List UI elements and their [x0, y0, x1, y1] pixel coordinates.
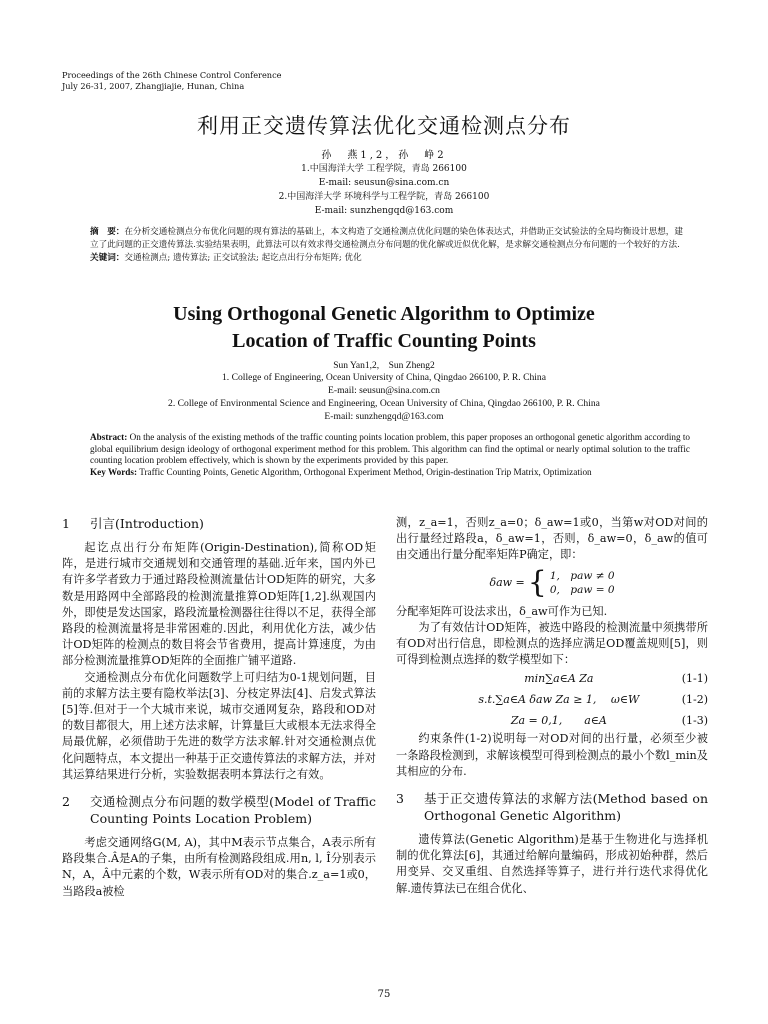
section-2-heading: [62, 793, 376, 827]
equation-1-2-expr: s.t.∑a∈A δaw Za ≥ 1, ω∈W: [478, 692, 640, 706]
english-title: [62, 301, 706, 355]
section-3-number: 3: [396, 791, 404, 807]
chinese-abstract-text: 在分析交通检测点分布优化问题的现有算法的基础上，本文构造了交通检测点优化问题的染色体表达式，并借助正交试验法的全局均衡设计思想，建立了此问题的正交遗传算法.实验结果表明，此算法可以有效求得交通检测点分布问题的优化解或近似优化解，是求解交通检测点分布问题的一个较好的方法.: [90, 227, 683, 250]
proceedings-line-2: July 26-31, 2007, Zhangjiajie, Hunan, China: [62, 81, 245, 91]
chinese-abstract-label: 摘 要：: [90, 227, 125, 237]
english-title-line-2: Location of Traffic Counting Points: [232, 330, 536, 352]
english-email-2: E-mail: sunzhengqd@163.com: [324, 411, 444, 422]
section-3-paragraph-1: 遗传算法(Genetic Algorithm)是基于生物进化与选择机制的优化算法[6]，其通过给解向量编码，形成初始种群，然后用变异、交叉重组、自然选择等算子，进行并行迭代求得优化解.遗传算法已在组合优化、: [396, 833, 708, 895]
english-keywords-label: Key Words:: [90, 466, 138, 477]
right-paragraph-3: 为了有效估计OD矩阵，被选中路段的检测流量中须携带所有OD对出行信息，即检测点的选择应满足OD覆盖规则[5]，则可得到检测点选择的数学模型如下：: [396, 620, 708, 667]
page-number: 75: [377, 989, 391, 1000]
section-1-heading: [62, 515, 376, 532]
english-abstract: [90, 432, 690, 478]
equation-1-1: [396, 668, 708, 689]
equation-1-3-tag: (1-3): [681, 713, 708, 727]
english-keywords-text: Traffic Counting Points, Genetic Algorithm, Orthogonal Experiment Method, Origin-destination Trip Matrix, Optimization: [139, 466, 592, 477]
equation-1-3-expr: Za = 0,1, a∈A: [510, 713, 607, 727]
english-abstract-text: On the analysis of the existing methods of the traffic counting points location problem, this paper proposes an orthogonal genetic algorithm according to global equilibrium design ideology of orthogonal experiment method for this problem. This algorithm can find the optimal or nearly optimal solution to the traffic counting location problem effectively, which is shown by the experiments provided by this paper.: [90, 432, 690, 465]
delta-case-1: 1, paw ≠ 0: [549, 569, 615, 582]
section-1-title: 引言(Introduction): [90, 516, 204, 531]
english-affiliation-1: 1. College of Engineering, Ocean University of China, Qingdao 266100, P. R. China: [221, 372, 546, 383]
section-2-number: 2: [62, 794, 70, 810]
right-paragraph-1: 测，z_a=1，否则z_a=0；δ_aw=1或0，当第w对OD对间的出行量经过路段a，δ_aw=1，否则，δ_aw=0，δ_aw的值可由交通出行量分配率矩阵P确定，即：: [396, 516, 708, 562]
delta-case-2: 0, paw = 0: [549, 583, 615, 596]
chinese-affiliation-1: 1.中国海洋大学 工程学院，青岛 266100: [301, 164, 467, 174]
english-abstract-label: Abstract:: [90, 432, 128, 442]
delta-lhs: δaw =: [489, 575, 525, 589]
chinese-keywords-label: 关键词：: [90, 253, 125, 263]
section-1-paragraph-1: 起讫点出行分布矩阵(Origin-Destination),简称OD矩阵，是进行城市交通规划和交通管理的基础.近年来，国内外已有许多学者致力于通过路段检测流量估计OD矩阵的研究，大多数是用路网中全部路段的检测流量推算OD矩阵[1,2].纵观国内外，即使是发达国家，路段流量检测器往往得以不足，获得全部路段的检测流量将是非常困难的.因此，利用优化方法，减少估计OD矩阵的检测点的数目将会节省费用，提高计算速度，为由部分检测流量推算OD矩阵的全面推广铺平道路.: [62, 541, 376, 668]
section-1-paragraph-2: 交通检测点分布优化问题数学上可归结为0-1规划问题，目前的求解方法主要有隐枚举法[3]、分枝定界法[4]、启发式算法[5]等.但对于一个大城市来说，城市交通网复杂，路段和OD对的数目都很大，用上述方法求解，计算量巨大或根本无法求得全局最优解，必须借助于先进的数学方法求解.针对交通检测点优化问题特点，本文提出一种基于正交遗传算法的求解方法，并对其运算结果进行分析，实验数据表明本算法行之有效。: [62, 670, 376, 781]
proceedings-header: [62, 70, 282, 92]
equation-1-2: [396, 689, 708, 710]
left-brace-symbol: {: [527, 564, 547, 600]
english-affiliation-2: 2. College of Environmental Science and Engineering, Ocean University of China, Qingdao 266100, P. R. China: [168, 398, 600, 409]
english-authors: Sun Yan1,2, Sun Zheng2: [333, 361, 435, 371]
section-2-paragraph-1: 考虑交通网络G(M, A)，其中M表示节点集合，A表示所有路段集合.Â是A的子集，由所有检测路段组成.用n, l, Î分别表示N，A，Â中元素的个数，W表示所有OD对的集合.z_a=1或0，当路段a被检: [62, 836, 376, 898]
chinese-authors: 孙 燕1,2，孙 峥2: [321, 150, 447, 161]
equation-1-1-expr: min∑a∈A Za: [524, 671, 594, 685]
equation-1-1-tag: (1-1): [681, 671, 708, 685]
section-2-title: 交通检测点分布问题的数学模型(Model of Traffic Counting Points Location Problem): [90, 794, 376, 827]
english-email-1: E-mail: seusun@sina.com.cn: [328, 385, 440, 396]
english-title-line-1: Using Orthogonal Genetic Algorithm to Optimize: [173, 303, 595, 325]
chinese-email-1: E-mail: seusun@sina.com.cn: [318, 178, 450, 188]
proceedings-line-1: Proceedings of the 26th Chinese Control Conference: [62, 70, 282, 80]
delta-cases: [550, 569, 615, 597]
delta-definition-equation: [396, 564, 708, 600]
section-3-title: 基于正交遗传算法的求解方法(Method based on Orthogonal Genetic Algorithm): [424, 791, 708, 824]
chinese-email-2: E-mail: sunzhengqd@163.com: [314, 206, 454, 216]
chinese-affiliation-2: 2.中国海洋大学 环境科学与工程学院，青岛 266100: [278, 192, 490, 202]
section-1-number: 1: [62, 516, 70, 531]
chinese-title: 利用正交遗传算法优化交通检测点分布: [197, 114, 571, 138]
left-column: [62, 515, 376, 900]
equation-1-2-tag: (1-2): [681, 692, 708, 706]
chinese-abstract: [90, 226, 690, 265]
right-paragraph-4: 约束条件(1-2)说明每一对OD对间的出行量，必须至少被一条路段检测到，求解该模型可得到检测点的最小个数l_min及其相应的分布.: [396, 732, 708, 778]
right-column: [396, 515, 708, 897]
section-3-heading: [396, 790, 708, 824]
equation-1-3: [396, 710, 708, 731]
chinese-keywords-text: 交通检测点; 遗传算法; 正交试验法; 起讫点出行分布矩阵; 优化: [124, 253, 362, 263]
right-paragraph-2: 分配率矩阵可设法求出，δ_aw可作为已知.: [396, 604, 608, 618]
